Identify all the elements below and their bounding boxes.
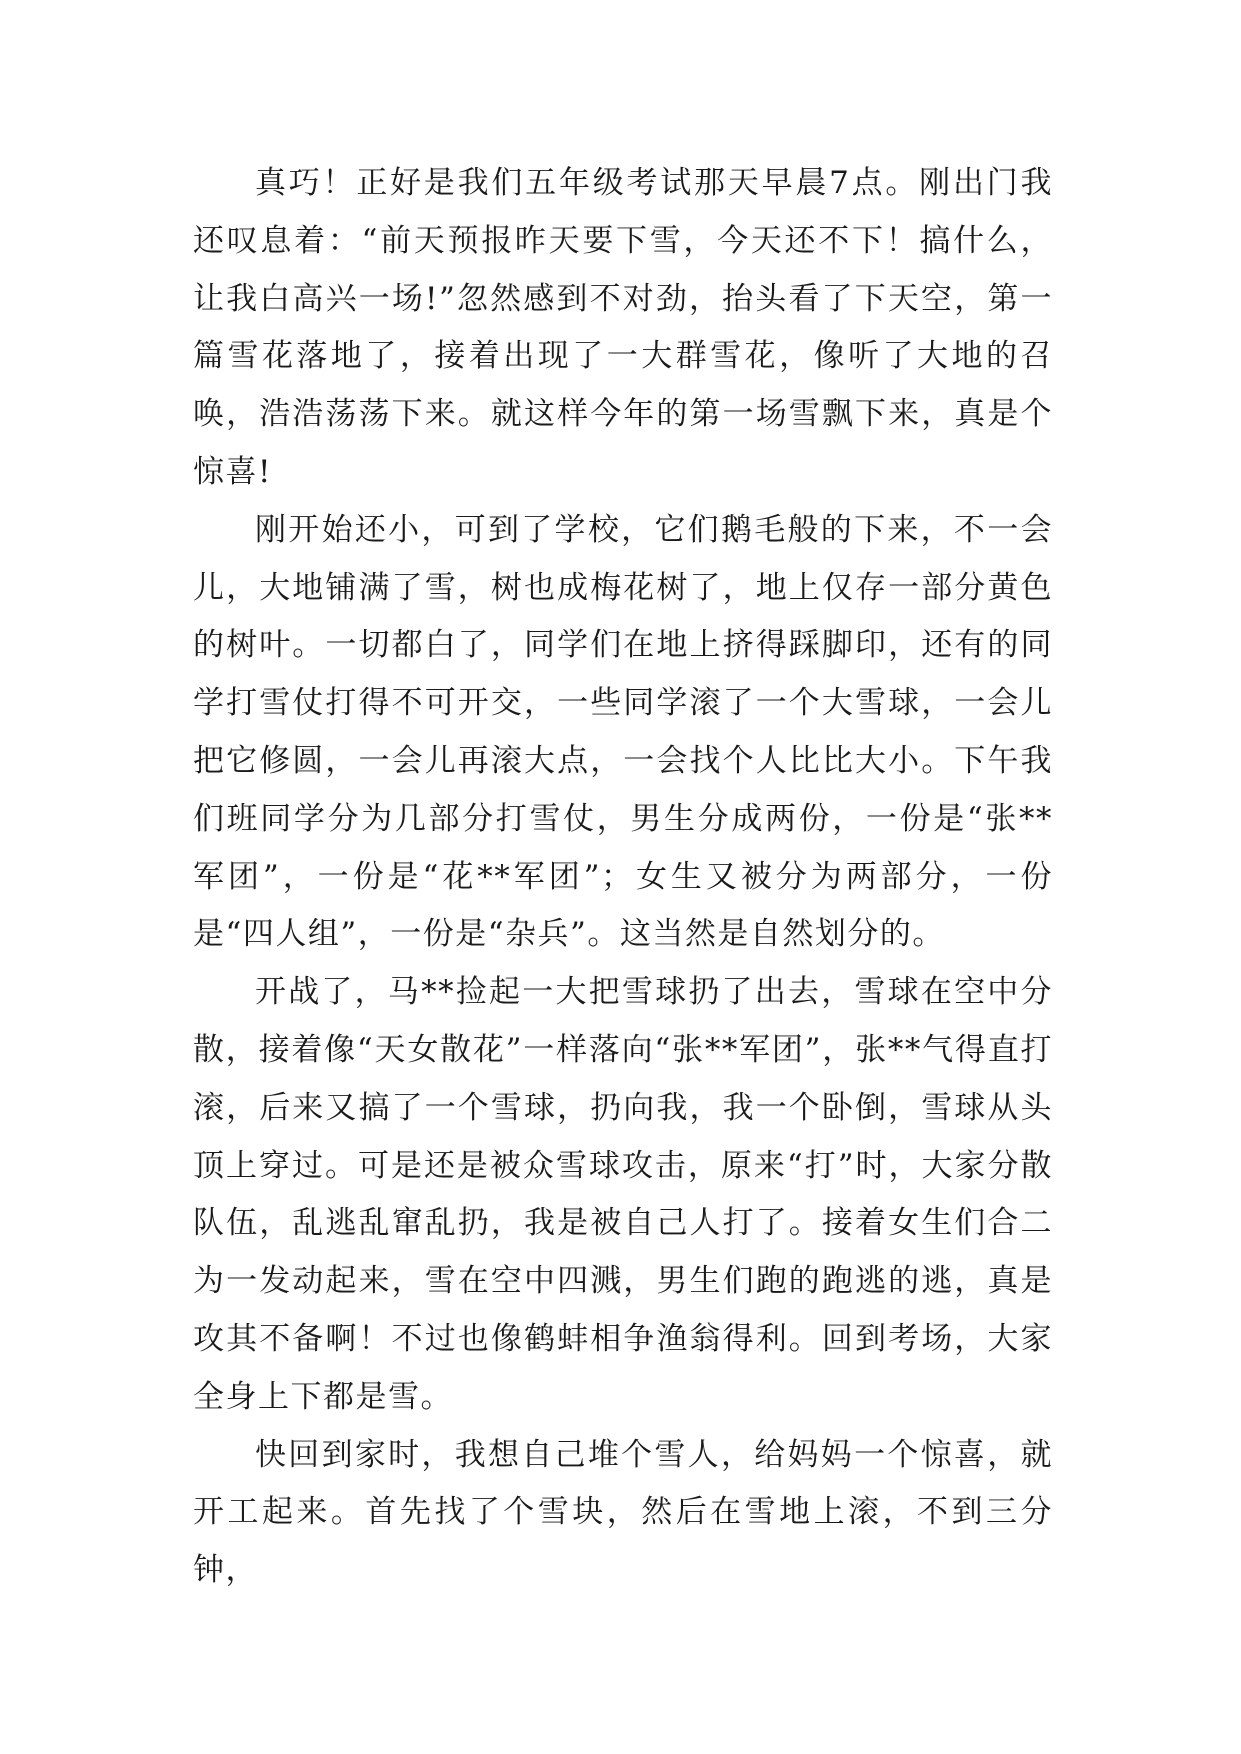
paragraph-2: 刚开始还小，可到了学校，它们鹅毛般的下来，不一会儿，大地铺满了雪，树也成梅花树了，地上仅存一部分黄色的树叶。一切都白了，同学们在地上挤得踩脚印，还有的同学打雪仗打得不可开交，一些同学滚了一个大雪球，一会儿把它修圆，一会儿再滚大点，一会找个人比比大小。下午我们班同学分为几部分打雪仗，男生分成两份，一份是“张**军团”，一份是“花**军团”；女生又被分为两部分，一份是“四人组”，一份是“杂兵”。这当然是自然划分的。 — [193, 511, 1053, 953]
paragraph-4: 快回到家时，我想自己堆个雪人，给妈妈一个惊喜，就开工起来。首先找了个雪块，然后在雪地上滚，不到三分钟， — [193, 1436, 1053, 1589]
essay-body — [193, 155, 1053, 1600]
paragraph-3: 开战了，马**捡起一大把雪球扔了出去，雪球在空中分散，接着像“天女散花”一样落向“张**军团”，张**气得直打滚，后来又搞了一个雪球，扔向我，我一个卧倒，雪球从头顶上穿过。可是还是被众雪球攻击，原来“打”时，大家分散队伍，乱逃乱窜乱扔，我是被自己人打了。接着女生们合二为一发动起来，雪在空中四溅，男生们跑的跑逃的逃，真是攻其不备啊！不过也像鹤蚌相争渔翁得利。回到考场，大家全身上下都是雪。 — [193, 974, 1053, 1415]
paragraph-1: 真巧！正好是我们五年级考试那天早晨7点。刚出门我还叹息着：“前天预报昨天要下雪，今天还不下！搞什么，让我白高兴一场!”忽然感到不对劲，抬头看了下天空，第一篇雪花落地了，接着出现了一大群雪花，像听了大地的召唤，浩浩荡荡下来。就这样今年的第一场雪飘下来，真是个惊喜! — [193, 165, 1053, 490]
